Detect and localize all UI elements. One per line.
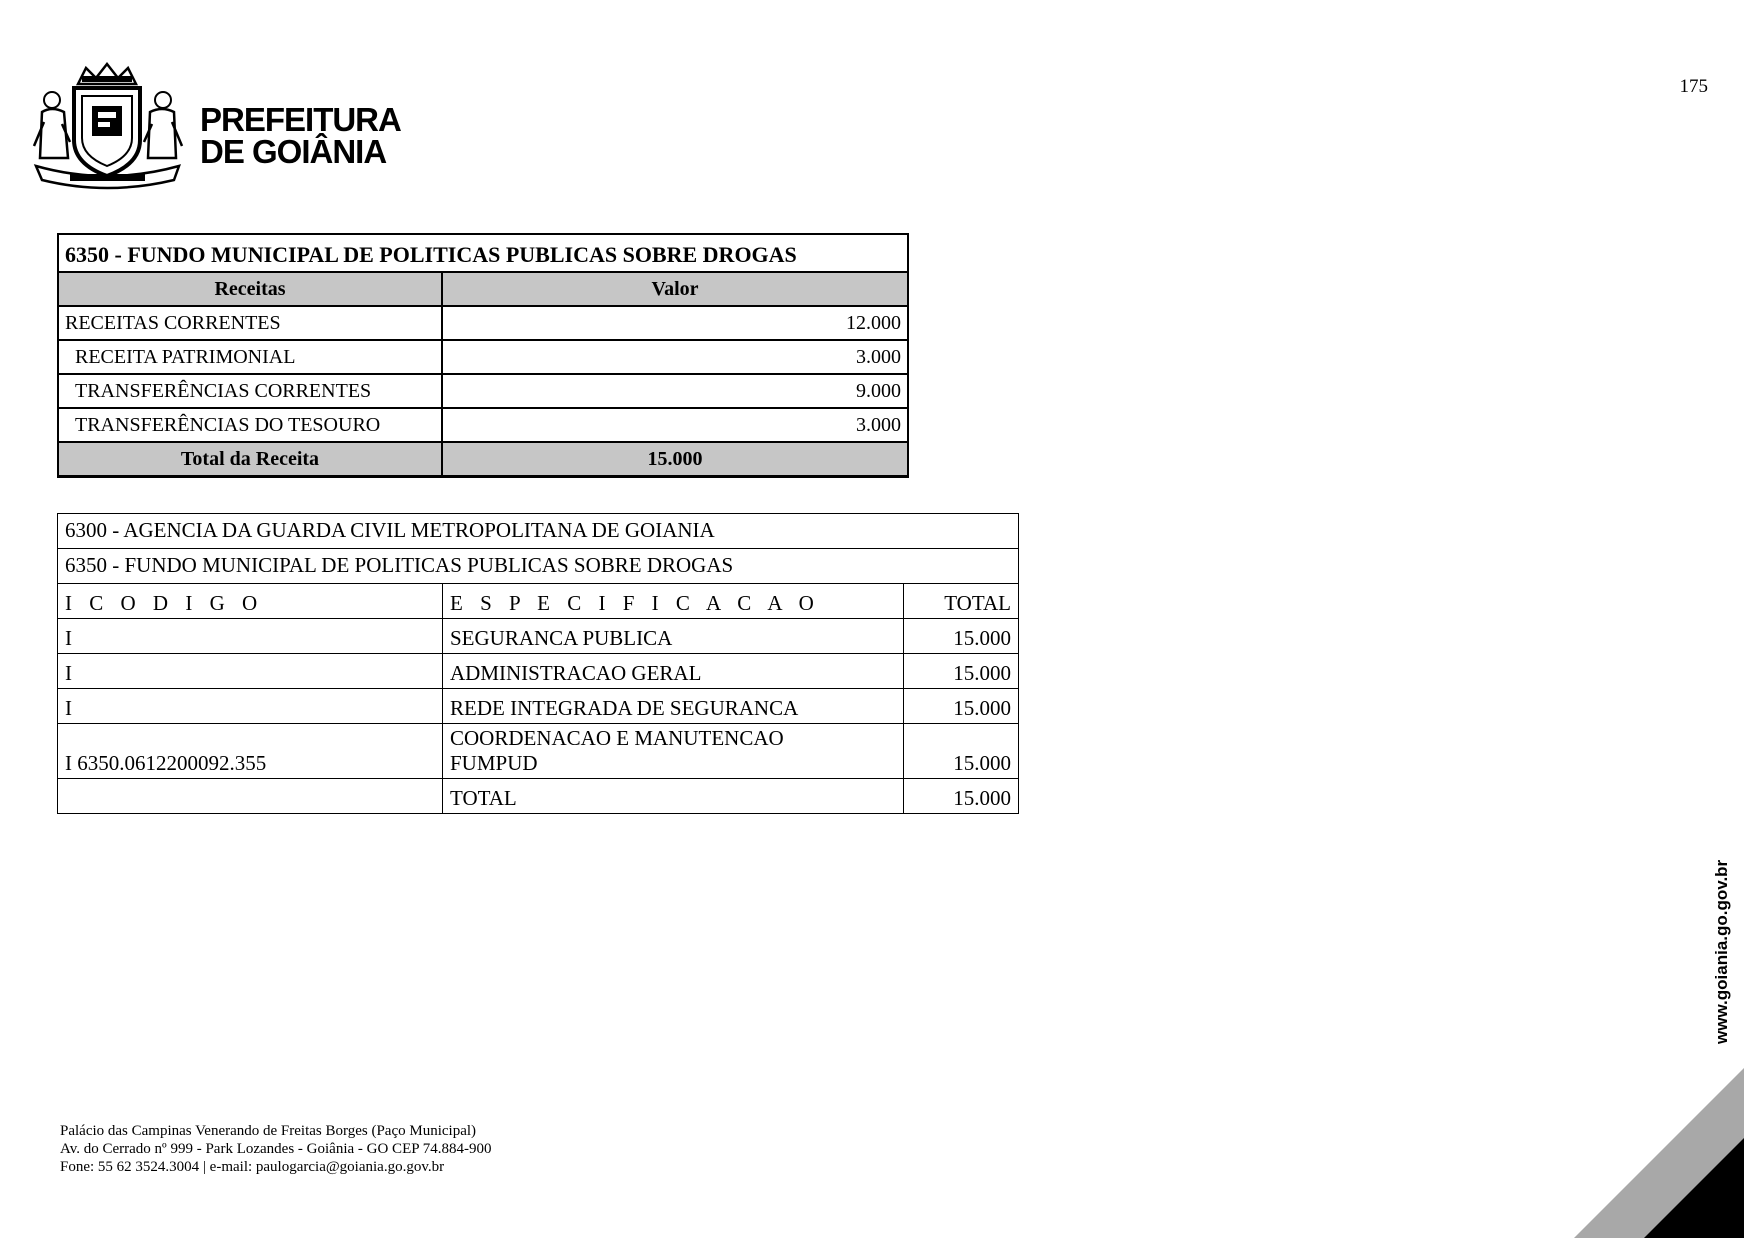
expense-spec-line-1: COORDENACAO E MANUTENCAO bbox=[450, 726, 784, 750]
expense-spec bbox=[443, 724, 904, 779]
page-number: 175 bbox=[1679, 76, 1708, 97]
header-codigo: I C O D I G O bbox=[58, 584, 443, 619]
expense-spec: REDE INTEGRADA DE SEGURANCA bbox=[443, 689, 904, 724]
city-crest-icon bbox=[30, 62, 185, 192]
footer-line-2: Av. do Cerrado nº 999 - Park Lozandes - Goiânia - GO CEP 74.884-900 bbox=[60, 1141, 492, 1157]
agency-title: 6300 - AGENCIA DA GUARDA CIVIL METROPOLITANA DE GOIANIA bbox=[58, 514, 1019, 549]
revenue-total-value: 15.000 bbox=[442, 442, 908, 477]
brand-name bbox=[200, 101, 401, 170]
table-row bbox=[58, 689, 1019, 724]
prefeitura-logo bbox=[30, 62, 401, 192]
header-especificacao: E S P E C I F I C A C A O bbox=[443, 584, 904, 619]
expense-table bbox=[57, 513, 1019, 814]
expense-total: 15.000 bbox=[904, 724, 1019, 779]
expense-code bbox=[58, 779, 443, 814]
header-valor: Valor bbox=[442, 272, 908, 306]
corner-decoration bbox=[1574, 1068, 1744, 1238]
expense-spec-line-2: FUMPUD bbox=[450, 751, 538, 775]
table-row bbox=[58, 779, 1019, 814]
header-receitas: Receitas bbox=[58, 272, 442, 306]
expense-spec: SEGURANCA PUBLICA bbox=[443, 619, 904, 654]
header-total: TOTAL bbox=[904, 584, 1019, 619]
revenue-value: 3.000 bbox=[442, 340, 908, 374]
expense-spec: ADMINISTRACAO GERAL bbox=[443, 654, 904, 689]
revenue-table bbox=[57, 233, 909, 478]
website-url: www.goiania.go.gov.br bbox=[1712, 859, 1731, 1044]
expense-spec: TOTAL bbox=[443, 779, 904, 814]
expense-total: 15.000 bbox=[904, 689, 1019, 724]
expense-code: I bbox=[58, 654, 443, 689]
expense-total: 15.000 bbox=[904, 654, 1019, 689]
revenue-value: 9.000 bbox=[442, 374, 908, 408]
revenue-label: TRANSFERÊNCIAS DO TESOURO bbox=[58, 408, 442, 442]
revenue-value: 12.000 bbox=[442, 306, 908, 340]
revenue-total-label: Total da Receita bbox=[58, 442, 442, 477]
revenue-label: TRANSFERÊNCIAS CORRENTES bbox=[58, 374, 442, 408]
revenue-label: RECEITA PATRIMONIAL bbox=[58, 340, 442, 374]
table-row bbox=[58, 340, 908, 374]
expense-code: I bbox=[58, 689, 443, 724]
table-row bbox=[58, 724, 1019, 779]
revenue-total-row bbox=[58, 442, 908, 477]
footer-line-3: Fone: 55 62 3524.3004 | e-mail: paulogarcia@goiania.go.gov.br bbox=[60, 1159, 445, 1175]
footer-line-1: Palácio das Campinas Venerando de Freitas Borges (Paço Municipal) bbox=[60, 1123, 477, 1139]
expense-total: 15.000 bbox=[904, 619, 1019, 654]
table-row bbox=[58, 654, 1019, 689]
brand-line-2: DE GOIÂNIA bbox=[200, 133, 387, 170]
expense-total: 15.000 bbox=[904, 779, 1019, 814]
table-row bbox=[58, 374, 908, 408]
fund-title: 6350 - FUNDO MUNICIPAL DE POLITICAS PUBLICAS SOBRE DROGAS bbox=[58, 549, 1019, 584]
table-row bbox=[58, 306, 908, 340]
table-row bbox=[58, 619, 1019, 654]
revenue-table-title: 6350 - FUNDO MUNICIPAL DE POLITICAS PUBLICAS SOBRE DROGAS bbox=[58, 234, 908, 272]
revenue-value: 3.000 bbox=[442, 408, 908, 442]
footer-address bbox=[60, 1122, 492, 1176]
revenue-label: RECEITAS CORRENTES bbox=[58, 306, 442, 340]
expense-code: I bbox=[58, 619, 443, 654]
brand-line-1: PREFEITURA bbox=[200, 101, 401, 138]
table-row bbox=[58, 408, 908, 442]
expense-code: I 6350.0612200092.355 bbox=[58, 724, 443, 779]
